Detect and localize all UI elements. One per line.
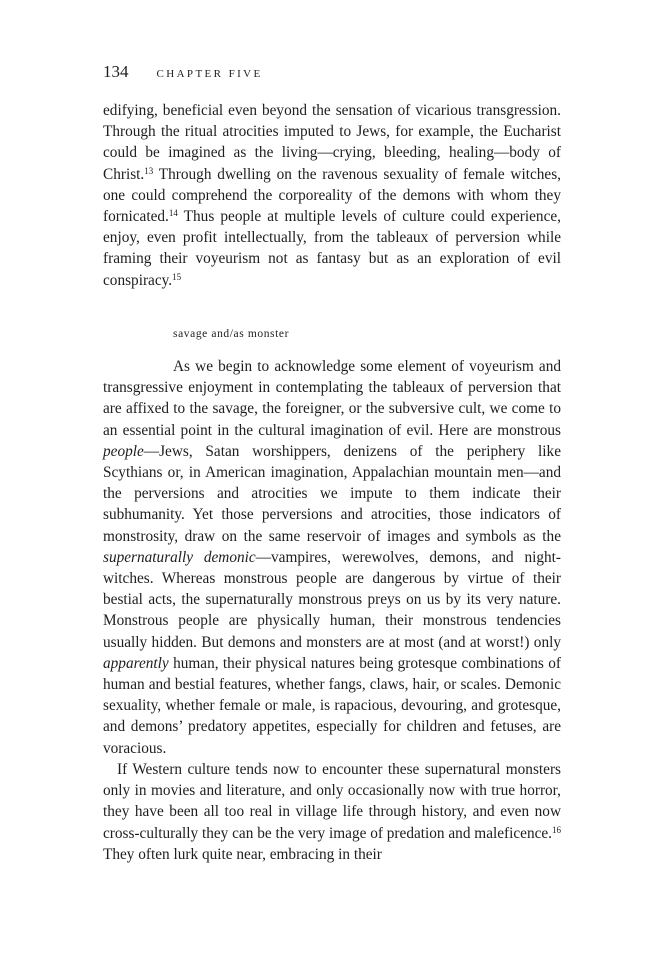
footnote-ref-14: 14 [168,208,178,219]
emphasis-apparently: apparently [103,654,169,672]
paragraph-1 [103,100,561,291]
footnote-ref-13: 13 [144,165,154,176]
running-head [103,62,561,88]
page-number: 134 [103,62,129,81]
paragraph-1-text-a: edifying, beneficial even beyond the sensation of vicarious transgression. Through the ritual atrocities imputed to Jews, for example, the Eucharist could be imagined as the living—crying, bleeding, healing—body of Christ. [103,102,561,183]
chapter-title: CHAPTER FIVE [156,68,263,80]
section-heading: savage and/as monster [173,327,290,340]
paragraph-1-text-b: Through dwelling on the ravenous sexuality of female witches, one could comprehend the corporeality of the demons with whom they fornicated. [103,165,561,226]
emphasis-supernaturally-demonic: supernaturally demonic [103,548,256,566]
paragraph-2-text-d: human, their physical natures being grotesque combinations of human and bestial features, whether fangs, claws, hair, or scales. Demonic sexuality, whether female or male, is rapacious, devouring, and grotesque, and demons’ predatory appetites, especially for children and fetuses, are voracious. [103,654,561,757]
paragraph-3 [103,759,561,865]
paragraph-1-text-c: Thus people at multiple levels of culture could experience, enjoy, even profit intellectually, from the tableaux of perversion while framing their voyeurism not as fantasy but as an exploration of evil conspiracy. [103,208,561,289]
paragraph-2-text-a: As we begin to acknowledge some element of voyeurism and transgressive enjoyment in contemplating the tableaux of perversion that are affixed to the savage, the foreigner, or the subversive cult, we come to an essential point in the cultural imagination of evil. Here are monstrous [103,358,561,439]
paragraph-2-text-b: —Jews, Satan worshippers, denizens of the periphery like Scythians or, in American imagination, Appalachian mountain men—and the perversions and atrocities we impute to them indicate their subhumanity. Yet those perversions and atrocities, those indicators of monstrosity, draw on the same reservoir of images and symbols as the [103,442,561,545]
paragraph-3-text-b: They often lurk quite near, embracing in their [103,845,382,863]
footnote-ref-15: 15 [172,271,182,282]
paragraph-2 [103,356,561,759]
body-text [103,100,561,865]
paragraph-2-text-c: —vampires, werewolves, demons, and night-witches. Whereas monstrous people are dangerous by virtue of their bestial acts, the supernaturally monstrous preys on us by its very nature. Monstrous people are physically human, their monstrous tendencies usually hidden. But demons and monsters are at most (and at worst!) only [103,548,561,651]
book-page [103,62,561,865]
footnote-ref-16: 16 [552,824,561,835]
paragraph-3-text-a: If Western culture tends now to encounter these supernatural monsters only in movies and literature, and only occasionally now with true horror, they have been all too real in village life through history, and even now cross-culturally they can be the very image of predation and maleficence. [103,760,561,842]
emphasis-people: people [103,442,144,460]
